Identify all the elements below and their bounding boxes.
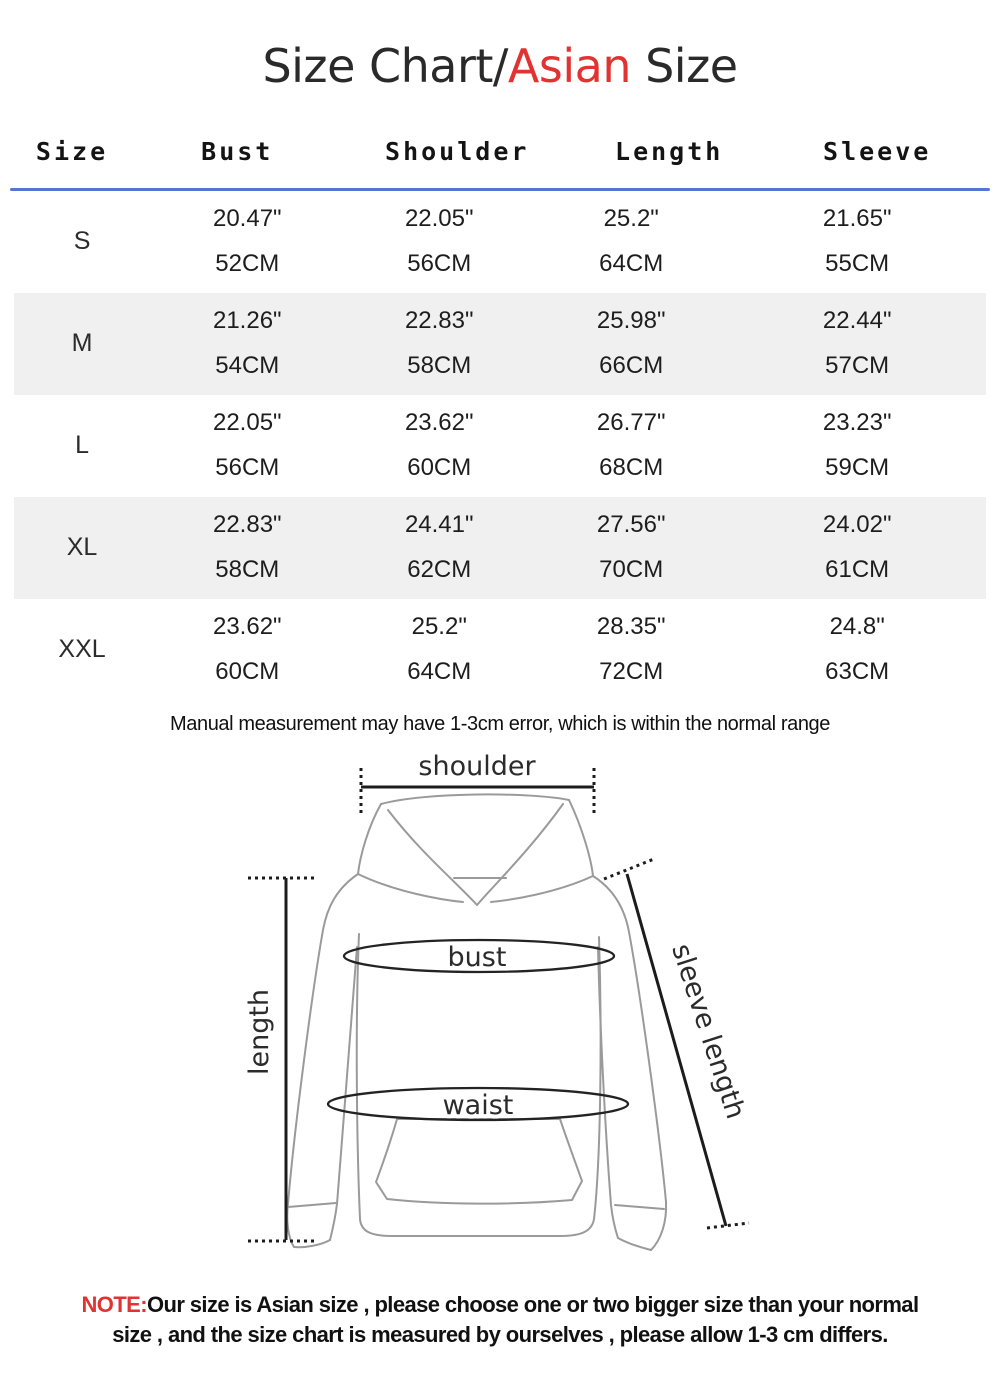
shoulder-cell xyxy=(344,599,534,701)
value-cm: 57CM xyxy=(825,352,890,380)
right-cuff-seam xyxy=(615,1205,664,1209)
length-cell xyxy=(534,599,728,701)
footer-note xyxy=(40,1290,960,1350)
left-cuff-seam xyxy=(288,1203,336,1207)
kangaroo-pocket xyxy=(376,1119,582,1204)
length-cell xyxy=(534,395,728,497)
value-cm: 68CM xyxy=(599,454,664,482)
hoodie-diagram-svg xyxy=(230,742,770,1282)
hood-right-edge xyxy=(569,800,593,876)
size-label: M xyxy=(71,329,93,358)
left-sleeve-outer xyxy=(288,874,358,1204)
table-row-s xyxy=(14,191,986,293)
size-label: XXL xyxy=(58,635,106,664)
title-part2: Size xyxy=(630,39,738,93)
value-inches: 23.62" xyxy=(212,613,282,641)
col-header-shoulder: Shoulder xyxy=(385,136,530,166)
value-inches: 22.05" xyxy=(212,409,282,437)
bust-cell xyxy=(150,497,344,599)
value-inches: 22.83" xyxy=(404,307,474,335)
value-inches: 24.8" xyxy=(829,613,885,641)
footer-note-text1: Our size is Asian size , please choose one or two bigger size than your normal xyxy=(146,1291,919,1317)
title-part1: Size Chart/ xyxy=(262,39,508,93)
value-inches: 27.56" xyxy=(596,511,666,539)
value-inches: 23.23" xyxy=(822,409,892,437)
right-sleeve-outer xyxy=(593,876,666,1202)
value-cm: 62CM xyxy=(407,556,472,584)
shoulder-label: shoulder xyxy=(418,750,536,782)
body-left-edge xyxy=(357,934,360,1219)
value-inches: 25.98" xyxy=(596,307,666,335)
hood-inner-right xyxy=(477,804,563,905)
sleeve-cell xyxy=(728,293,986,395)
value-inches: 24.41" xyxy=(404,511,474,539)
bust-label: bust xyxy=(447,941,507,973)
col-header-size: Size xyxy=(35,136,109,166)
hem-edge xyxy=(360,1219,594,1236)
value-cm: 59CM xyxy=(825,454,890,482)
size-label: S xyxy=(73,227,91,256)
value-cm: 66CM xyxy=(599,352,664,380)
size-label: L xyxy=(75,431,89,460)
value-inches: 22.83" xyxy=(212,511,282,539)
value-inches: 24.02" xyxy=(822,511,892,539)
value-cm: 63CM xyxy=(825,658,890,686)
sleeve-cell xyxy=(728,191,986,293)
shoulder-measure xyxy=(361,751,594,815)
waist-label: waist xyxy=(442,1089,514,1121)
value-cm: 60CM xyxy=(215,658,280,686)
right-cuff-bottom xyxy=(618,1238,651,1250)
hood-top-edge xyxy=(381,794,569,804)
size-label: XL xyxy=(66,533,98,562)
length-label: length xyxy=(244,988,275,1075)
page-title xyxy=(0,0,1000,93)
value-inches: 25.2" xyxy=(411,613,467,641)
table-row-l xyxy=(14,395,986,497)
value-cm: 52CM xyxy=(215,250,280,278)
sleeve-cell xyxy=(728,599,986,701)
value-cm: 55CM xyxy=(825,250,890,278)
left-sleeve-inner xyxy=(330,947,357,1240)
value-cm: 64CM xyxy=(407,658,472,686)
value-inches: 20.47" xyxy=(212,205,282,233)
table-row-xl xyxy=(14,497,986,599)
footer-note-line1 xyxy=(40,1290,960,1320)
col-header-length: Length xyxy=(615,136,724,166)
shoulder-cell xyxy=(344,497,534,599)
length-cell xyxy=(534,293,728,395)
shoulder-cell xyxy=(344,293,534,395)
value-inches: 23.62" xyxy=(404,409,474,437)
value-cm: 58CM xyxy=(215,556,280,584)
sleeve-length-measure xyxy=(604,859,751,1228)
value-inches: 26.77" xyxy=(596,409,666,437)
value-inches: 25.2" xyxy=(603,205,659,233)
measurement-tolerance-note: Manual measurement may have 1-3cm error, which is within the normal range xyxy=(170,712,830,735)
table-header-row xyxy=(14,137,986,166)
footer-note-line2: size , and the size chart is measured by ourselves , please allow 1-3 cm differs. xyxy=(112,1321,888,1347)
size-table xyxy=(0,191,1000,701)
value-inches: 28.35" xyxy=(596,613,666,641)
note-label: NOTE: xyxy=(81,1291,147,1317)
sleeve-length-label: sleeve length xyxy=(665,939,751,1123)
length-cell xyxy=(534,191,728,293)
table-row-xxl xyxy=(14,599,986,701)
bust-cell xyxy=(150,191,344,293)
neck-seam-right xyxy=(491,876,593,902)
length-cell xyxy=(534,497,728,599)
hoodie-outline xyxy=(287,794,666,1250)
neck-seam-left xyxy=(358,874,463,902)
hood-left-edge xyxy=(358,804,381,874)
value-inches: 22.05" xyxy=(404,205,474,233)
value-cm: 61CM xyxy=(825,556,890,584)
value-cm: 58CM xyxy=(407,352,472,380)
bust-cell xyxy=(150,293,344,395)
value-cm: 64CM xyxy=(599,250,664,278)
value-inches: 22.44" xyxy=(822,307,892,335)
value-cm: 54CM xyxy=(215,352,280,380)
value-cm: 56CM xyxy=(407,250,472,278)
col-header-bust: Bust xyxy=(201,136,274,166)
shoulder-cell xyxy=(344,395,534,497)
sleeve-cell xyxy=(728,395,986,497)
hoodie-measurement-diagram xyxy=(230,742,770,1282)
title-accent: Asian xyxy=(507,39,631,93)
bust-cell xyxy=(150,395,344,497)
value-cm: 60CM xyxy=(407,454,472,482)
sleeve-cell xyxy=(728,497,986,599)
shoulder-cell xyxy=(344,191,534,293)
sleeve-tick-bottom xyxy=(707,1223,749,1228)
table-row-m xyxy=(14,293,986,395)
value-inches: 21.26" xyxy=(212,307,282,335)
col-header-sleeve: Sleeve xyxy=(823,136,932,166)
value-inches: 21.65" xyxy=(822,205,892,233)
value-cm: 56CM xyxy=(215,454,280,482)
bust-cell xyxy=(150,599,344,701)
value-cm: 72CM xyxy=(599,658,664,686)
value-cm: 70CM xyxy=(599,556,664,584)
